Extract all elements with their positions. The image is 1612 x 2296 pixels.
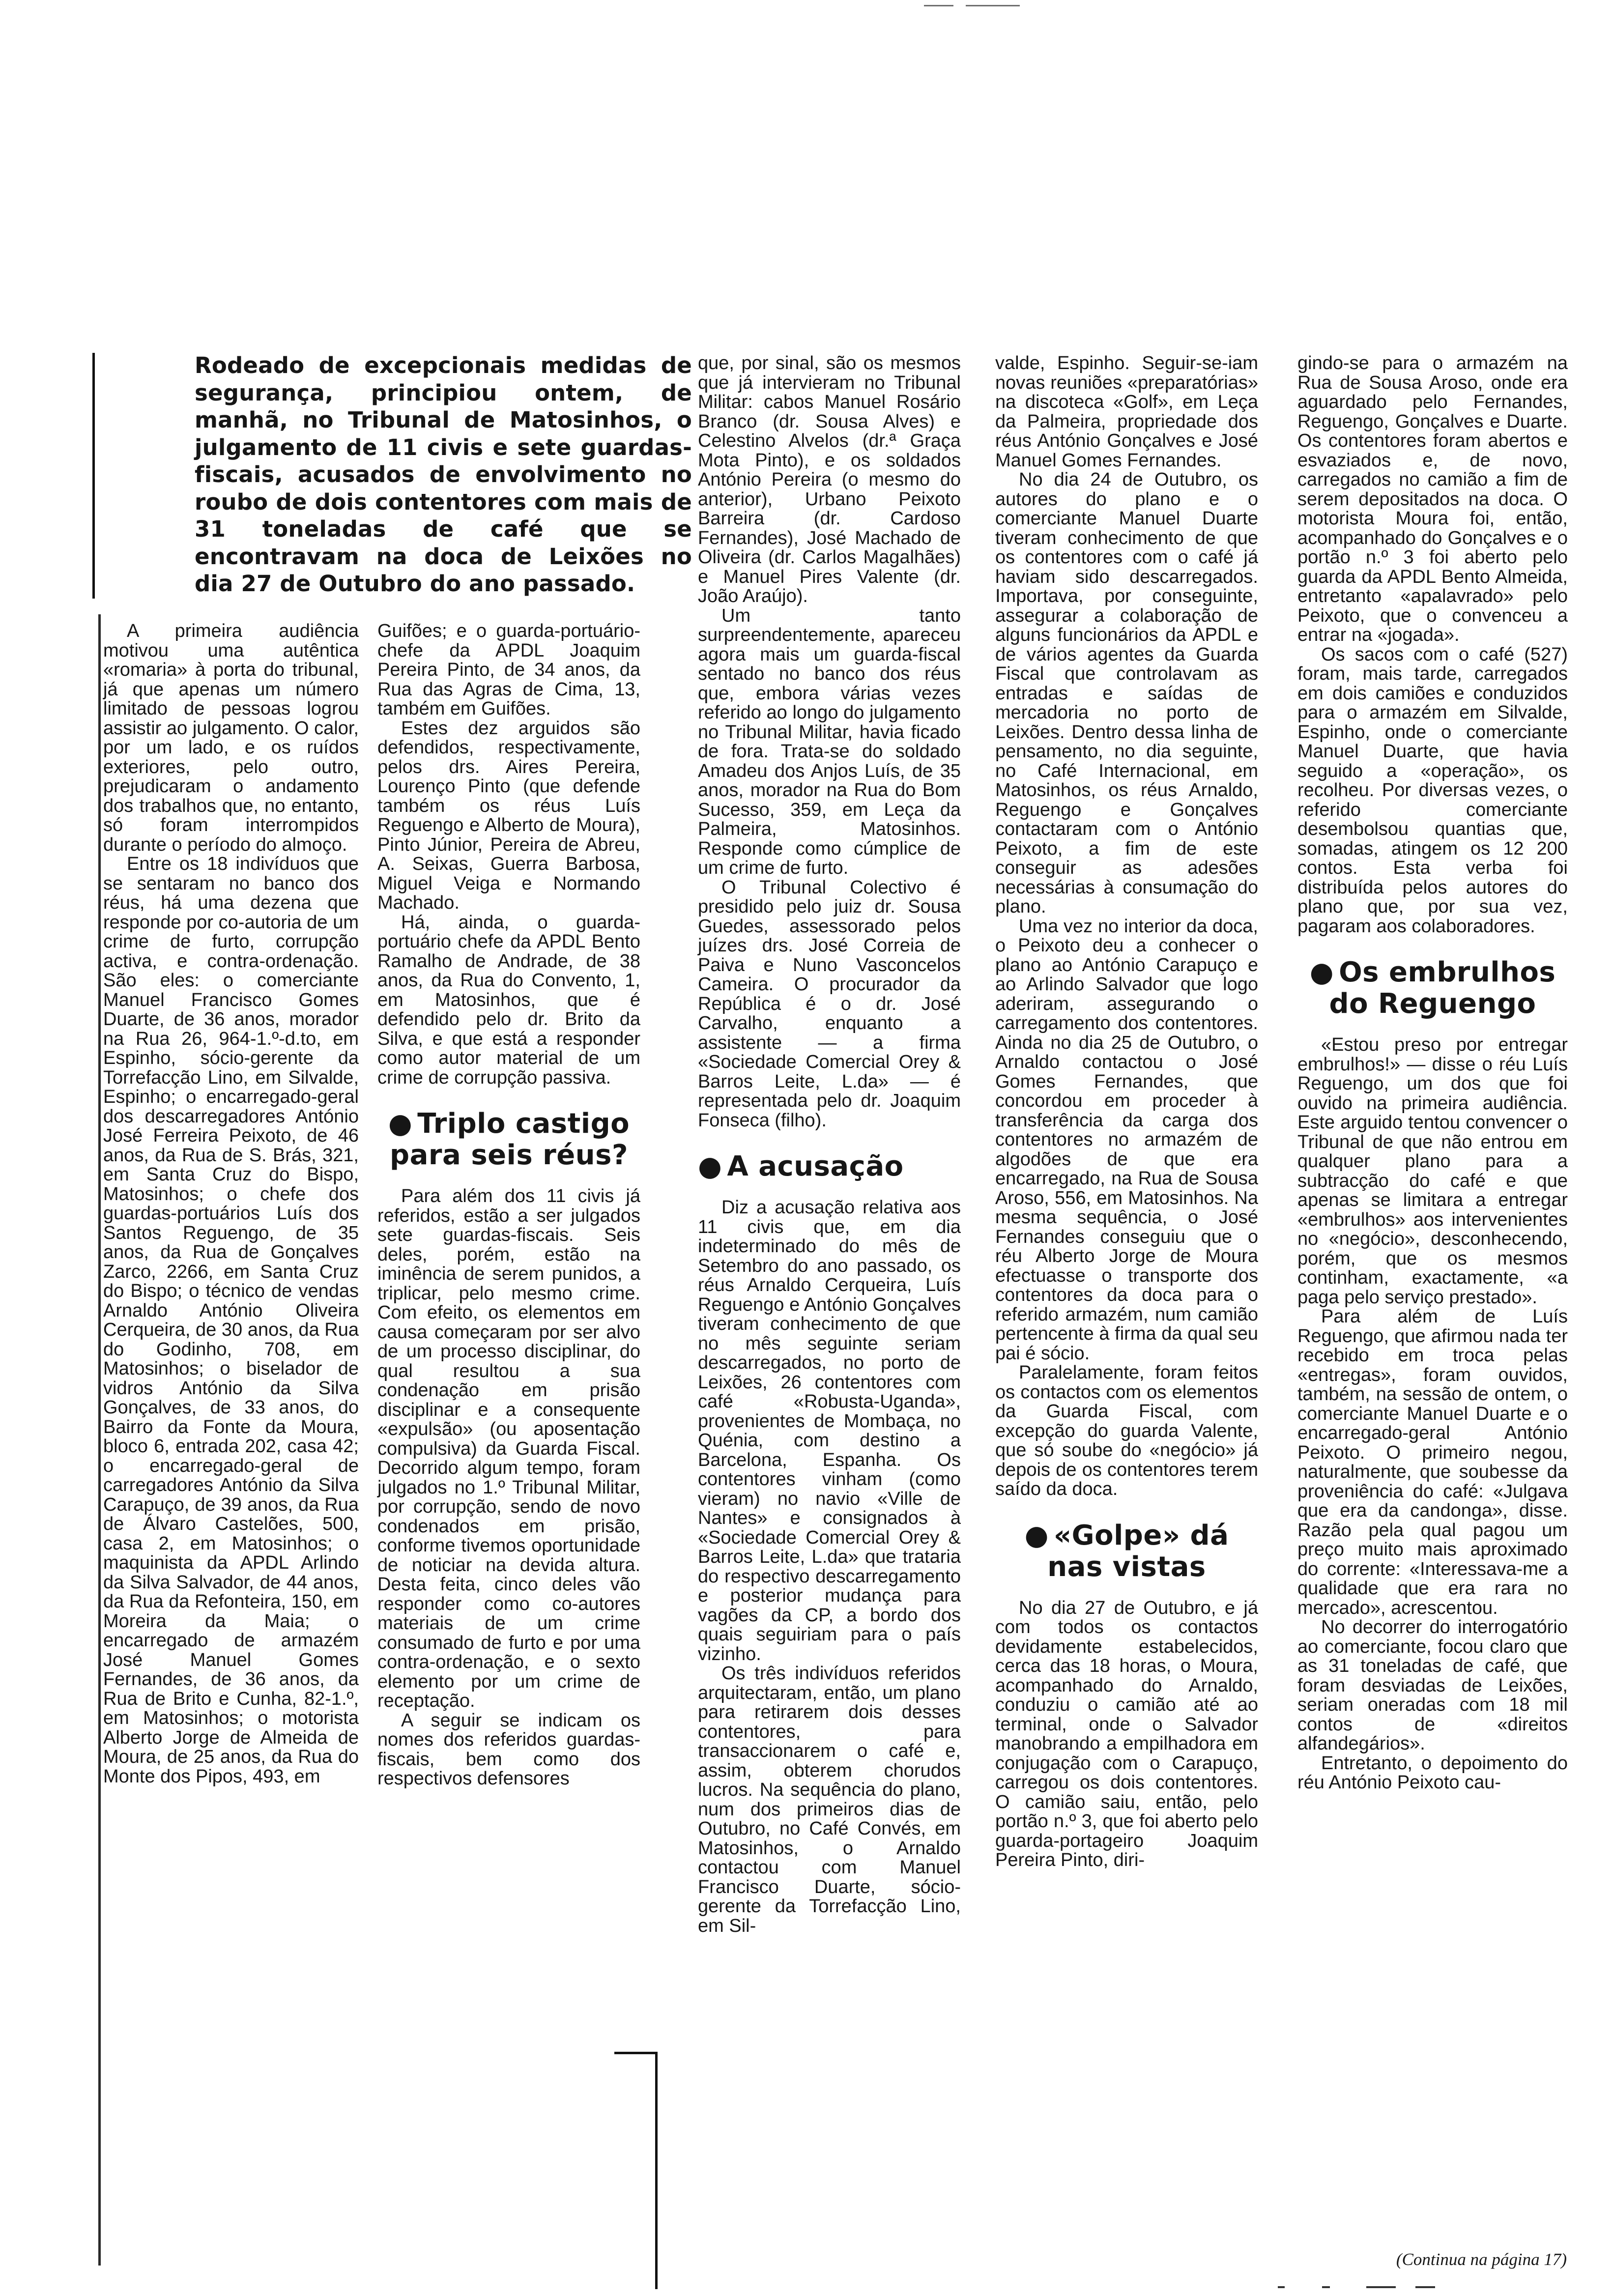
bottom-vertical-rule	[655, 2053, 658, 2289]
column-top-rule	[98, 614, 101, 2266]
paragraph: Para além dos 11 civis já referidos, estão a ser julgados sete guardas-fiscais. Seis deles, porém, estão na iminência de serem punidos, a triplicar, pelo mesmo crime. Com efeito, os elementos em causa começaram por ser alvo de um processo disciplinar, do qual resultou a sua condenação em prisão disciplinar e a consequente «expulsão» (ou aposentação compulsiva) da Guarda Fiscal. Decorrido algum tempo, foram julgados no 1.º Tribunal Militar, por corrupção, sendo de novo condenados em prisão, conforme tivemos oportunidade de noticiar na devida altura. Desta feita, cinco deles vão responder como co-autores materiais de um crime consumado de furto e por uma contra-ordenação, e o sexto elemento por um crime de receptação.	[377, 1186, 640, 1711]
paragraph: O Tribunal Colectivo é presidido pelo juiz dr. Sousa Guedes, assessorado pelos juízes drs. José Correia de Paiva e Nuno Vasconcelos Cameira. O procurador da República é o dr. José Carvalho, enquanto a assistente — a firma «Sociedade Comercial Orey & Barros Leite, L.da» — é representada pelo dr. Joaquim Fonseca (filho).	[698, 877, 961, 1131]
paragraph: A primeira audiência motivou uma autêntica «romaria» à porta do tribunal, já que apenas um número limitado de pessoas logrou assistir ao julgamento. O calor, por um lado, e os ruídos exteriores, pelo outro, prejudicaram o andamento dos trabalhos que, no entanto, só foram interrompidos durante o período do almoço.	[103, 621, 359, 855]
bullet-icon: ●	[1024, 1519, 1049, 1551]
paragraph: Um tanto surpreendentemente, apareceu agora mais um guarda-fiscal sentado no banco dos réus que, embora várias vezes referido ao longo do julgamento no Tribunal Militar, havia ficado de fora. Trata-se do soldado Amadeu dos Anjos Luís, de 35 anos, morador na Rua do Bom Sucesso, 359, em Leça da Palmeira, Matosinhos. Responde como cúmplice de um crime de furto.	[698, 605, 961, 878]
paragraph: Uma vez no interior da doca, o Peixoto deu a conhecer o plano ao António Carapuço e ao Arlindo Salvador que logo aderiram, assegurando o carregamento dos contentores. Ainda no dia 25 de Outubro, o Arnaldo contactou o José Gomes Fernandes, que concordou em proceder à transferência da carga dos contentores no armazém de algodões de que era encarregado, na Rua de Sousa Aroso, 556, em Matosinhos. Na mesma sequência, o José Fernandes conseguiu que o réu Alberto Jorge de Moura efectuasse o transporte dos contentores da doca para o referido armazém, num camião pertencente à firma da qual seu pai é sócio.	[995, 916, 1258, 1364]
paragraph: que, por sinal, são os mesmos que já intervieram no Tribunal Militar: cabos Manuel Rosário Branco (dr. Sousa Alves) e Celestino Alvelos (dr.ª Graça Mota Pinto), e os soldados António Pereira (o mesmo do anterior), Urbano Peixoto Barreira (dr. Cardoso Fernandes), José Machado de Oliveira (dr. Carlos Magalhães) e Manuel Pires Valente (dr. João Araújo).	[698, 353, 961, 606]
paragraph: «Estou preso por entregar embrulhos!» — disse o réu Luís Reguengo, um dos que foi ouvido na primeira audiência. Este arguido tentou convencer o Tribunal de que não entrou em qualquer plano para a subtracção do café e que apenas se limitara a entregar «embrulhos» aos intervenientes no «negócio», desconhecendo, porém, que os mesmos continham, exactamente, «a paga pelo serviço prestado».	[1297, 1034, 1568, 1308]
paragraph: gindo-se para o armazém na Rua de Sousa Aroso, onde era aguardado pelo Fernandes, Reguengo, Gonçalves e Duarte. Os contentores foram abertos e esvaziados e, de novo, carregados no camião a fim de serem depositados na doca. O motorista Moura foi, então, acompanhado do Gonçalves e o portão n.º 3 foi aberto pelo guarda da APDL Bento Almeida, entretanto «apalavrado» pelo Peixoto, que o convenceu a entrar na «jogada».	[1297, 353, 1568, 645]
paragraph: A seguir se indicam os nomes dos referidos guardas-fiscais, bem como dos respectivos defensores	[377, 1710, 640, 1789]
paragraph: Para além de Luís Reguengo, que afirmou nada ter recebido em troca pelas «entregas», foram ouvidos, também, na sessão de ontem, o comerciante Manuel Duarte e o encarregado-geral António Peixoto. O primeiro negou, naturalmente, que soubesse da proveniência do café: «Julgava que era da candonga», disse. Razão pela qual pagou um preço muito mais aproximado do corrente: «Interessava-me a qualidade que era rara no mercado», acrescentou.	[1297, 1306, 1568, 1618]
paragraph: Entretanto, o depoimento do réu António Peixoto cau-	[1297, 1752, 1568, 1793]
column-1	[103, 622, 359, 1786]
paragraph: Os três indivíduos referidos arquitectaram, então, um plano para retirarem dois desses contentores, para transaccionarem o café e, assim, obterem chorudos lucros. Na sequência do plano, num dos primeiros dias de Outubro, no Café Convés, em Matosinhos, o Arnaldo contactou com Manuel Francisco Duarte, sócio-gerente da Torrefacção Lino, em Sil-	[698, 1663, 961, 1936]
column-2	[377, 622, 640, 1789]
bottom-margin-mark	[1278, 2286, 1285, 2288]
paragraph: Os sacos com o café (527) foram, mais tarde, carregados em dois camiões e conduzidos para o armazém em Silvalde, Espinho, onde o comerciante Manuel Duarte, que havia seguido a «operação», os recolheu. Por diversas vezes, o referido comerciante desembolsou quantias que, somadas, atingem os 12 200 contos. Esta verba foi distribuída pelos autores do plano que, por sua vez, pagaram aos colaboradores.	[1297, 644, 1568, 937]
column-3	[698, 354, 961, 1936]
section-heading-text: A acusação	[727, 1150, 904, 1182]
paragraph: Entre os 18 indivíduos que se sentaram no banco dos réus, há uma dezena que responde por co-autoria de um crime de furto, corrupção activa, e contra-ordenação. São eles: o comerciante Manuel Francisco Gomes Duarte, de 36 anos, morador na Rua 26, 964-1.º-d.to, em Espinho, sócio-gerente da Torrefacção Lino, em Silvalde, Espinho; o encarregado-geral dos descarregadores António José Ferreira Peixoto, de 46 anos, da Rua de S. Brás, 321, em Santa Cruz do Bispo, Matosinhos; o chefe dos guardas-portuários Luís dos Santos Reguengo, de 35 anos, da Rua de Gonçalves Zarco, 2266, em Santa Cruz do Bispo; o técnico de vendas Arnaldo António Oliveira Cerqueira, de 30 anos, da Rua do Godinho, 708, em Matosinhos; o biselador de vidros António da Silva Gonçalves, de 33 anos, do Bairro da Fonte da Moura, bloco 6, entrada 202, casa 42; o encarregado-geral de carregadores António da Silva Carapuço, de 39 anos, da Rua de Álvaro Castelões, 500, casa 2, em Matosinhos; o maquinista da APDL Arlindo da Silva Salvador, de 44 anos, da Rua da Refonteira, 150, em Moreira da Maia; o encarregado de armazém José Manuel Gomes Fernandes, de 36 anos, da Rua de Brito e Cunha, 82-1.º, em Matosinhos; o motorista Alberto Jorge de Almeida de Moura, de 25 anos, da Rua do Monte dos Pipos, 493, em	[103, 854, 359, 1787]
column-5	[1297, 354, 1568, 1793]
bottom-margin-mark	[1366, 2286, 1396, 2288]
paragraph: Guifões; e o guarda-portuário-chefe da APDL Joaquim Pereira Pinto, de 34 anos, da Rua das Agras de Cima, 13, também em Guifões.	[377, 621, 640, 719]
paragraph: No decorrer do interrogatório ao comerciante, focou claro que as 31 toneladas de café, que foram desviadas de Leixões, seriam oneradas com 18 mil contos de «direitos alfandegários».	[1297, 1617, 1568, 1754]
section-heading	[995, 1520, 1258, 1583]
continuation-note: (Continua na página 17)	[1396, 2250, 1567, 2269]
paragraph: No dia 27 de Outubro, e já com todos os contactos devidamente estabelecidos, cerca das 18 horas, o Moura, acompanhado do Arnaldo, conduziu o camião até ao terminal, onde o Salvador manobrando a empilhadora em conjugação com o Carapuço, carregou os dois contentores. O camião saiu, então, pelo portão n.º 3, que foi aberto pelo guarda-portageiro Joaquim Pereira Pinto, diri-	[995, 1597, 1258, 1870]
article-lead: Rodeado de excepcionais medidas de segurança, principiou ontem, de manhã, no Tribunal de Matosinhos, o julgamento de 11 civis e sete guardas-fiscais, acusados de envolvimento no roubo de dois contentores com mais de 31 toneladas de café que se encontravam na doca de Leixões no dia 27 de Outubro do ano passado.	[195, 352, 692, 597]
section-heading-text: Triplo castigo para seis réus?	[390, 1108, 630, 1171]
paragraph: Paralelamente, foram feitos os contactos com os elementos da Guarda Fiscal, com excepção do guarda Valente, que só soube do «negócio» já depois de os contentores terem saído da doca.	[995, 1362, 1258, 1499]
paragraph: valde, Espinho. Seguir-se-iam novas reuniões «preparatórias» na discoteca «Golf», em Leça da Palmeira, propriedade dos réus António Gonçalves e José Manuel Gomes Fernandes.	[995, 353, 1258, 471]
column-4	[995, 354, 1258, 1870]
section-heading	[1297, 957, 1568, 1020]
paragraph: Estes dez arguidos são defendidos, respectivamente, pelos drs. Aires Pereira, Lourenço Pinto (que defende também os réus Luís Reguengo e Alberto de Moura), Pinto Júnior, Pereira de Abreu, A. Seixas, Guerra Barbosa, Miguel Veiga e Normando Machado.	[377, 718, 640, 913]
paragraph: Diz a acusação relativa aos 11 civis que, em dia indeterminado do mês de Setembro do ano passado, os réus Arnaldo Cerqueira, Luís Reguengo e António Gonçalves tiveram conhecimento de que no mês seguinte seriam descarregados, no porto de Leixões, 26 contentores com café «Robusta-Uganda», provenientes de Mombaça, no Quénia, com destino a Barcelona, Espanha. Os contentores vinham (como vieram) no navio «Ville de Nantes» e consignados à «Sociedade Comercial Orey & Barros Leite, L.da» que trataria do respectivo descarregamento e posterior mudança para vagões da CP, a bordo dos quais seguiriam para o país vizinho.	[698, 1197, 961, 1665]
bullet-icon: ●	[1309, 956, 1334, 988]
section-heading-text: «Golpe» dá nas vistas	[1047, 1519, 1229, 1583]
bullet-icon: ●	[388, 1108, 413, 1140]
section-heading-text: Os embrulhos do Reguengo	[1329, 956, 1556, 1020]
paragraph: No dia 24 de Outubro, os autores do plano e o comerciante Manuel Duarte tiveram conhecimento de que os contentores com o café já haviam sido descarregados. Importava, por conseguinte, assegurar a colaboração de alguns funcionários da APDL e de vários agentes da Guarda Fiscal que controlavam as entradas e saídas de mercadoria no porto de Leixões. Dentro dessa linha de pensamento, no dia seguinte, no Café Internacional, em Matosinhos, os réus Arnaldo, Reguengo e Gonçalves contactaram com o António Peixoto, a fim de este conseguir as adesões necessárias à consumação do plano.	[995, 469, 1258, 917]
top-margin-mark	[966, 5, 1020, 6]
bottom-rule	[614, 2052, 658, 2054]
bottom-margin-mark	[1322, 2286, 1330, 2288]
bullet-icon: ●	[698, 1150, 722, 1182]
lead-side-rule	[92, 353, 95, 599]
section-heading	[377, 1108, 640, 1171]
bottom-margin-mark	[1415, 2286, 1435, 2288]
paragraph: Há, ainda, o guarda-portuário chefe da APDL Bento Ramalho de Andrade, de 38 anos, da Rua do Convento, 1, em Matosinhos, que é defendido pelo dr. Brito da Silva, e que está a responder como autor material de um crime de corrupção passiva.	[377, 912, 640, 1088]
section-heading	[698, 1151, 961, 1182]
top-margin-mark	[924, 5, 953, 6]
